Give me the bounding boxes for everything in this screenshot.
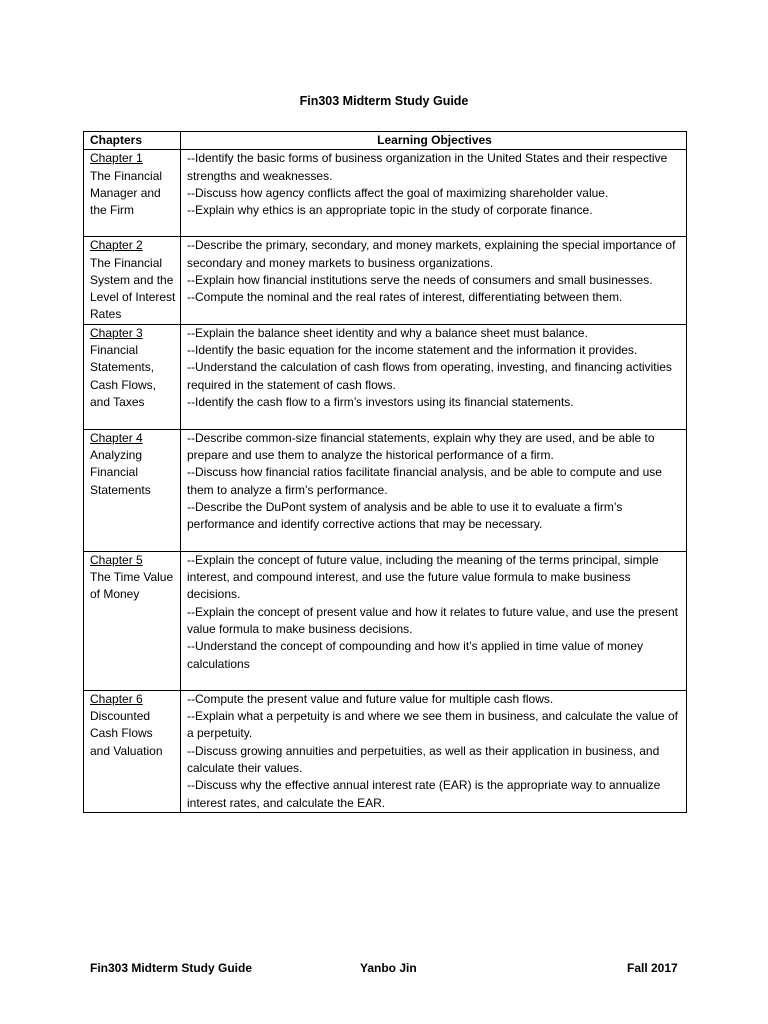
table-header-row — [84, 132, 687, 150]
footer-term: Fall 2017 — [627, 961, 678, 975]
objective-item: --Compute the present value and future value for multiple cash flows. — [187, 691, 554, 706]
objective-item: --Describe the primary, secondary, and money markets, explaining the special importance of secondary and money markets to business organizations. — [187, 238, 676, 270]
chapter-cell — [84, 150, 181, 237]
chapter-name: The Time Value of Money — [90, 570, 174, 602]
column-header-learning-objectives: Learning Objectives — [181, 132, 687, 150]
objective-item: --Understand the concept of compounding and how it’s applied in time value of money calculations — [187, 639, 644, 671]
chapter-name: Financial Statements, Cash Flows, and Taxes — [90, 343, 157, 409]
objectives-cell — [181, 429, 687, 551]
chapter-name: The Financial Manager and the Firm — [90, 168, 163, 218]
table-row — [84, 150, 687, 237]
objective-item: --Explain the balance sheet identity and why a balance sheet must balance. — [187, 325, 588, 340]
table-row — [84, 324, 687, 429]
objective-item: --Describe common-size financial statements, explain why they are used, and be able to prepare and use them to analyze the historical performance of a firm. — [187, 430, 655, 463]
chapter-name: Analyzing Financial Statements — [90, 448, 151, 497]
chapter-heading: Chapter 4 — [90, 430, 143, 445]
objective-item: --Compute the nominal and the real rates of interest, differentiating between them. — [187, 290, 623, 305]
objective-item: --Understand the calculation of cash flows from operating, investing, and financing activities required in the statement of cash flows. — [187, 360, 672, 392]
objective-item: --Identify the basic forms of business organization in the United States and their respective strengths and weaknesses. — [187, 151, 668, 183]
objective-item: --Describe the DuPont system of analysis and be able to use it to evaluate a firm’s performance and identify corrective actions that may be necessary. — [187, 499, 623, 532]
objective-item: --Discuss why the effective annual interest rate (EAR) is the appropriate way to annualize interest rates, and calculate the EAR. — [187, 778, 661, 810]
objectives-cell — [181, 324, 687, 429]
page-title: Fin303 Midterm Study Guide — [299, 94, 469, 108]
objective-item: --Explain the concept of present value and how it relates to future value, and use the present value formula to make business decisions. — [187, 604, 678, 636]
objectives-cell — [181, 150, 687, 237]
chapter-cell — [84, 690, 181, 812]
table-row — [84, 690, 687, 812]
chapter-heading: Chapter 6 — [90, 691, 143, 706]
chapter-cell — [84, 237, 181, 324]
chapter-name: The Financial System and the Level of Interest Rates — [90, 255, 176, 322]
chapter-heading: Chapter 1 — [90, 151, 143, 166]
chapter-heading: Chapter 3 — [90, 325, 143, 340]
table-row — [84, 237, 687, 324]
objective-item: --Explain what a perpetuity is and where we see them in business, and calculate the value of a perpetuity. — [187, 709, 678, 741]
chapter-cell — [84, 324, 181, 429]
objective-item: --Explain why ethics is an appropriate topic in the study of corporate finance. — [187, 203, 593, 218]
table-row — [84, 551, 687, 690]
column-header-chapters: Chapters — [84, 132, 181, 150]
objectives-cell — [181, 237, 687, 324]
objective-item: --Discuss how financial ratios facilitate financial analysis, and be able to compute and use them to analyze a firm’s performance. — [187, 465, 662, 497]
objective-item: --Discuss growing annuities and perpetuities, as well as their application in business, and calculate their values. — [187, 743, 660, 775]
objective-item: --Identify the cash flow to a firm’s investors using its financial statements. — [187, 394, 574, 409]
chapter-heading: Chapter 2 — [90, 238, 143, 253]
objective-item: --Discuss how agency conflicts affect the goal of maximizing shareholder value. — [187, 185, 609, 200]
objective-item: --Identify the basic equation for the income statement and the information it provides. — [187, 343, 638, 358]
chapter-heading: Chapter 5 — [90, 552, 143, 567]
table-row — [84, 429, 687, 551]
footer-document-title: Fin303 Midterm Study Guide — [90, 961, 253, 975]
objective-item: --Explain how financial institutions serve the needs of consumers and small businesses. — [187, 272, 653, 287]
study-guide-table — [83, 131, 687, 813]
chapter-cell — [84, 429, 181, 551]
objective-item: --Explain the concept of future value, including the meaning of the terms principal, simple interest, and compound interest, and use the future value formula to make business decisions. — [187, 552, 659, 602]
objectives-cell — [181, 690, 687, 812]
chapter-cell — [84, 551, 181, 690]
footer-author: Yanbo Jin — [360, 961, 417, 975]
objectives-cell — [181, 551, 687, 690]
chapter-name: Discounted Cash Flows and Valuation — [90, 709, 163, 758]
